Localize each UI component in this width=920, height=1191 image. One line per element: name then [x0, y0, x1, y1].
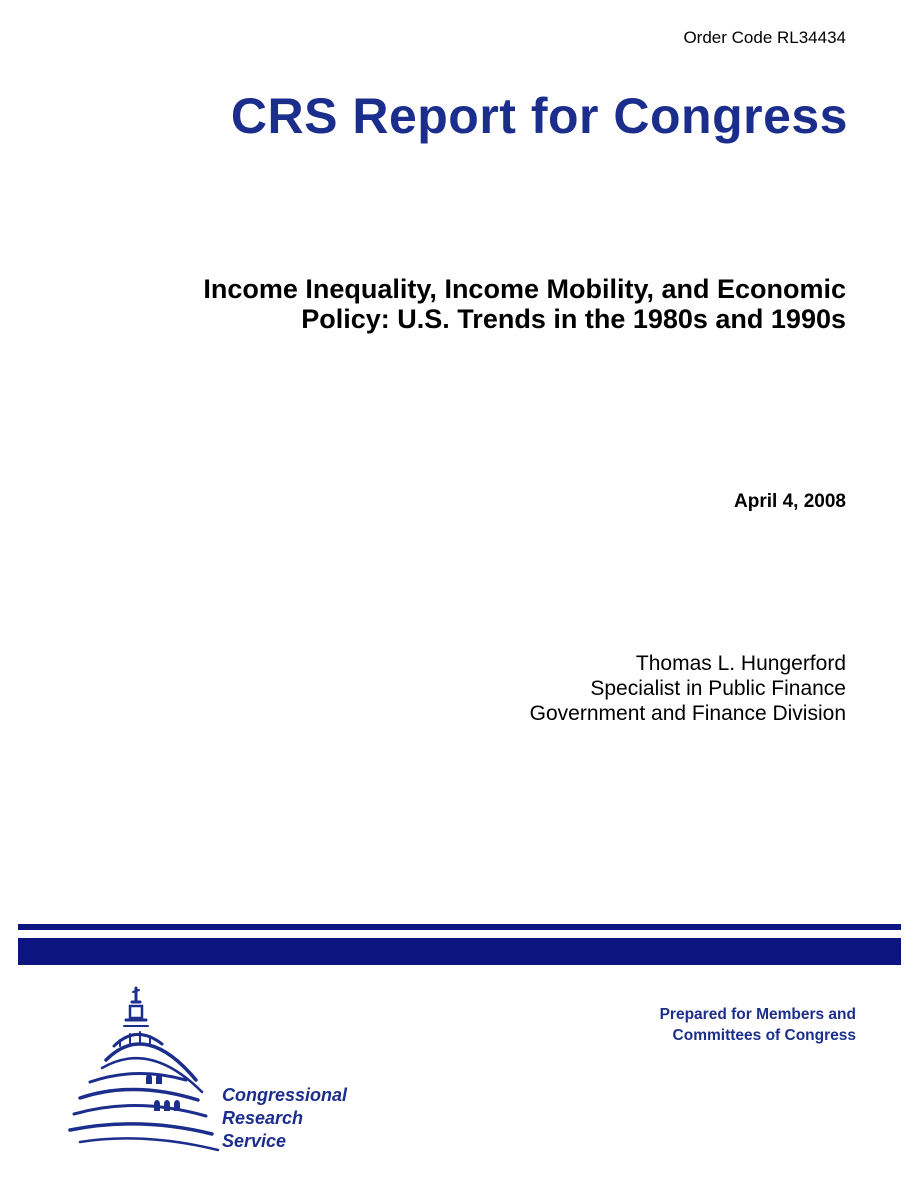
logo-line-1: Congressional — [222, 1085, 348, 1105]
capitol-dome-icon — [66, 980, 226, 1160]
crs-logo — [66, 980, 366, 1160]
divider-thin — [18, 924, 901, 930]
report-date: April 4, 2008 — [734, 491, 846, 512]
prepared-line-1: Prepared for Members and — [659, 1006, 856, 1023]
report-title — [86, 274, 846, 334]
logo-wordmark — [222, 1084, 347, 1153]
report-title-line-1: Income Inequality, Income Mobility, and Economic — [203, 274, 846, 304]
author-division: Government and Finance Division — [529, 702, 846, 725]
author-block — [530, 651, 846, 726]
order-code: Order Code RL34434 — [683, 28, 846, 47]
prepared-for — [660, 1004, 856, 1046]
author-position: Specialist in Public Finance — [590, 677, 846, 700]
logo-line-2: Research — [222, 1108, 304, 1128]
author-name: Thomas L. Hungerford — [635, 652, 846, 675]
divider-thick — [18, 938, 901, 965]
masthead: CRS Report for Congress — [230, 88, 848, 144]
logo-line-3: Service — [222, 1131, 287, 1151]
report-title-line-2: Policy: U.S. Trends in the 1980s and 1990s — [301, 304, 846, 334]
prepared-line-2: Committees of Congress — [672, 1027, 856, 1044]
